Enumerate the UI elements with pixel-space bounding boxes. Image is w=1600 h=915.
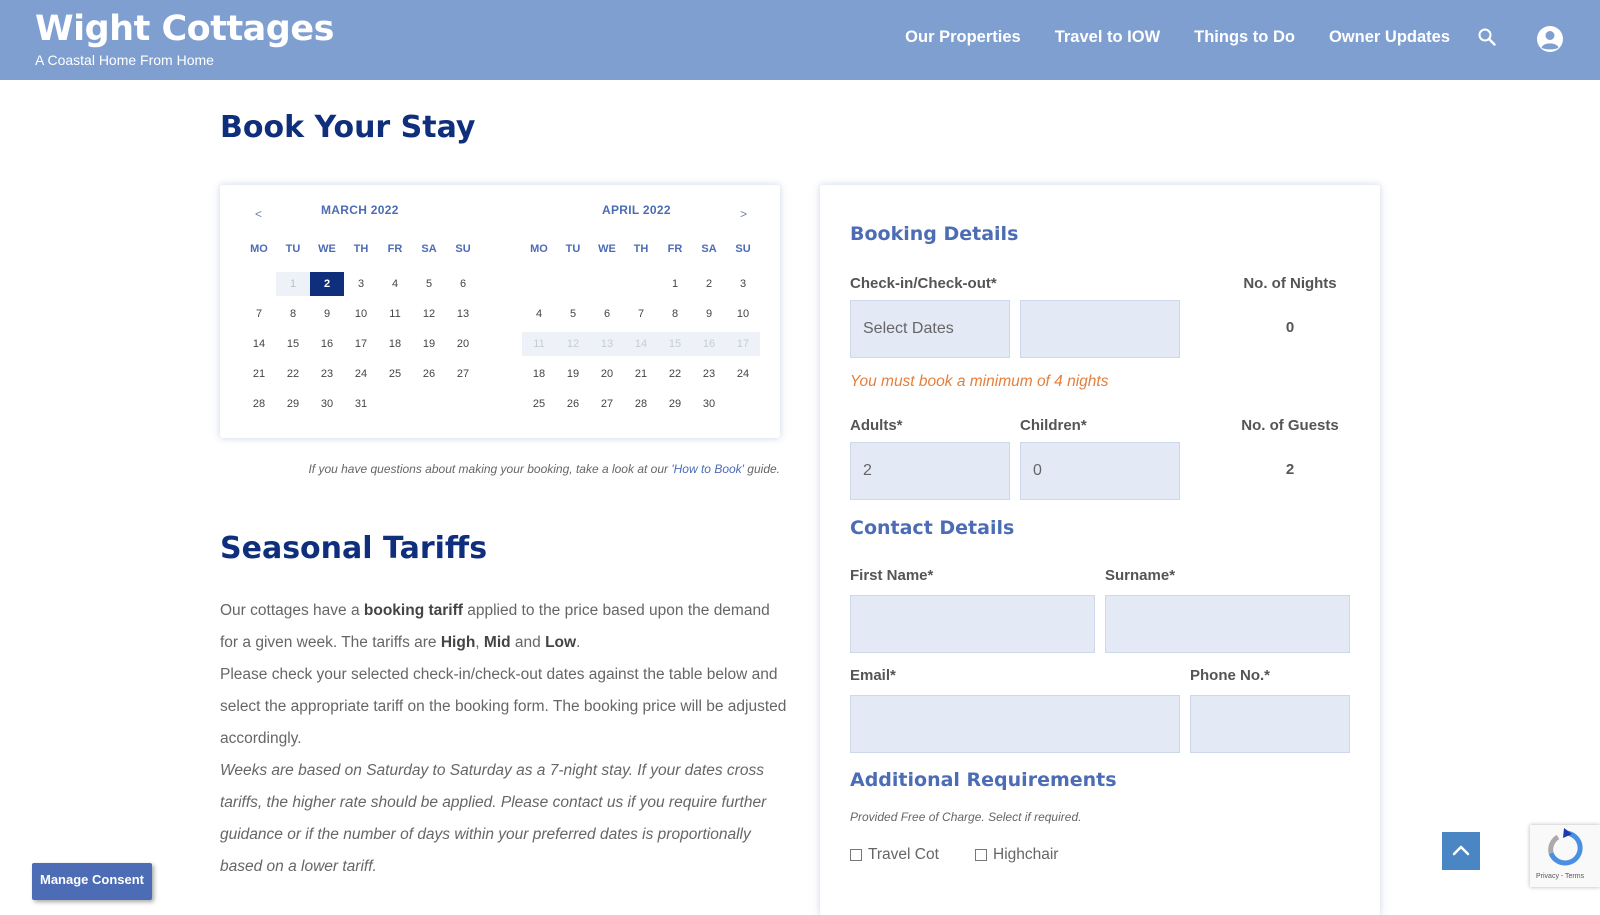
calendar-day[interactable]: 30: [702, 398, 716, 410]
calendar-day[interactable]: 29: [286, 398, 300, 410]
date-picker-calendar: [220, 185, 780, 438]
chevron-right-icon[interactable]: >: [740, 207, 748, 221]
calendar-day[interactable]: 20: [600, 368, 614, 380]
month-grid-march: [242, 242, 480, 422]
scroll-to-top-button[interactable]: [1442, 832, 1480, 870]
calendar-day: 15: [658, 332, 692, 356]
search-icon[interactable]: [1477, 27, 1497, 47]
phone-input[interactable]: [1190, 695, 1350, 753]
seasonal-tariffs-heading: Seasonal Tariffs: [220, 531, 488, 566]
month-title-march: MARCH 2022: [321, 203, 399, 217]
travel-cot-checkbox[interactable]: [850, 846, 939, 864]
weekday-header: SU: [735, 243, 751, 255]
calendar-day[interactable]: 30: [320, 398, 334, 410]
weekday-header: TU: [285, 243, 301, 255]
children-input[interactable]: 0: [1020, 442, 1180, 500]
calendar-day: 14: [624, 332, 658, 356]
calendar-empty-cell: [378, 392, 412, 416]
month-title-april: APRIL 2022: [602, 203, 671, 217]
note-text: If you have questions about making your booking, take a look at our: [308, 462, 672, 476]
site-tagline: A Coastal Home From Home: [35, 52, 214, 68]
calendar-day[interactable]: 3: [739, 278, 747, 290]
brand[interactable]: [35, 8, 334, 68]
additional-requirements-note: Provided Free of Charge. Select if required.: [850, 810, 1082, 824]
calendar-day[interactable]: 27: [600, 398, 614, 410]
calendar-day[interactable]: 15: [286, 338, 300, 350]
recaptcha-links[interactable]: Privacy - Terms: [1536, 873, 1585, 880]
calendar-day[interactable]: 6: [603, 308, 611, 320]
calendar-day[interactable]: 4: [391, 278, 399, 290]
main-nav: [905, 28, 1450, 47]
recaptcha-icon: [1530, 825, 1600, 873]
calendar-empty-cell: [242, 272, 276, 296]
checkbox-box[interactable]: [975, 849, 987, 861]
additional-requirements-title: Additional Requirements: [850, 769, 1117, 791]
note-text-end: guide.: [743, 462, 780, 476]
nav-travel-to-iow[interactable]: Travel to IOW: [1054, 28, 1161, 46]
calendar-day[interactable]: 7: [255, 308, 263, 320]
adults-input[interactable]: 2: [850, 442, 1010, 500]
checkin-date-input[interactable]: Select Dates: [850, 300, 1010, 358]
calendar-day: 13: [590, 332, 624, 356]
calendar-day[interactable]: 18: [532, 368, 546, 380]
calendar-day[interactable]: 26: [422, 368, 436, 380]
calendar-day[interactable]: 8: [289, 308, 297, 320]
highchair-label[interactable]: Highchair: [993, 846, 1059, 863]
calendar-day: 11: [522, 332, 556, 356]
calendar-day[interactable]: 25: [532, 398, 546, 410]
manage-consent-button[interactable]: Manage Consent: [32, 863, 152, 900]
weekday-header: SA: [421, 243, 437, 255]
calendar-day[interactable]: 23: [702, 368, 716, 380]
calendar-day[interactable]: 27: [456, 368, 470, 380]
checkbox-box[interactable]: [850, 849, 862, 861]
chevron-up-icon: [1442, 832, 1480, 870]
calendar-day[interactable]: 22: [286, 368, 300, 380]
calendar-day[interactable]: 14: [252, 338, 266, 350]
guests-label: No. of Guests: [1241, 417, 1339, 434]
email-input[interactable]: [850, 695, 1180, 753]
calendar-day[interactable]: 8: [671, 308, 679, 320]
calendar-day[interactable]: 13: [456, 308, 470, 320]
calendar-empty-cell: [412, 392, 446, 416]
weekday-header: MO: [530, 243, 548, 255]
weekday-header: TH: [353, 243, 369, 255]
calendar-day[interactable]: 17: [354, 338, 368, 350]
tariff-paragraph-2: Please check your selected check-in/check-out dates against the table below and select the appropriate tariff on the booking form. The booking price will be adjusted accordingly.: [220, 666, 787, 747]
calendar-empty-cell: [624, 272, 658, 296]
first-name-label: First Name*: [850, 567, 934, 584]
weekday-header: FR: [667, 243, 683, 255]
contact-details-title: Contact Details: [850, 517, 1015, 539]
calendar-day[interactable]: 28: [634, 398, 648, 410]
calendar-empty-cell: [590, 272, 624, 296]
calendar-day[interactable]: 9: [323, 308, 331, 320]
nights-value: 0: [1285, 319, 1295, 336]
calendar-day[interactable]: 16: [320, 338, 334, 350]
month-grid-april: [522, 242, 760, 422]
how-to-book-link[interactable]: 'How to Book': [671, 462, 744, 476]
highchair-checkbox[interactable]: [975, 846, 1058, 864]
calendar-day-selected[interactable]: 2: [310, 272, 344, 296]
chevron-left-icon[interactable]: <: [255, 207, 263, 221]
recaptcha-badge[interactable]: [1530, 825, 1600, 887]
site-title[interactable]: Wight Cottages: [35, 9, 334, 49]
calendar-empty-cell: [556, 272, 590, 296]
weekday-header: TU: [565, 243, 581, 255]
children-label: Children*: [1020, 417, 1087, 434]
calendar-day[interactable]: 24: [736, 368, 750, 380]
calendar-day: 12: [556, 332, 590, 356]
nav-things-to-do[interactable]: Things to Do: [1194, 28, 1295, 46]
how-to-book-note: [220, 462, 780, 476]
weekday-header: WE: [318, 243, 336, 255]
calendar-day[interactable]: 23: [320, 368, 334, 380]
tariff-paragraph-3: Weeks are based on Saturday to Saturday as a 7-night stay. If your dates cross tariffs, the higher rate should be applied. Please contact us if you require further guidance or if the number of days within your preferred dates is proportionally based on a lower tariff.: [220, 762, 767, 875]
booking-details-title: Booking Details: [850, 223, 1019, 245]
calendar-day[interactable]: 20: [456, 338, 470, 350]
phone-label: Phone No.*: [1190, 667, 1271, 684]
guests-value: 2: [1285, 461, 1295, 478]
calendar-day[interactable]: 2: [705, 278, 713, 290]
calendar-day: 16: [692, 332, 726, 356]
user-account-icon[interactable]: [1536, 25, 1564, 53]
calendar-day[interactable]: 25: [388, 368, 402, 380]
calendar-empty-cell: [522, 272, 556, 296]
nights-label: No. of Nights: [1243, 275, 1337, 292]
calendar-day[interactable]: 5: [569, 308, 577, 320]
first-name-input[interactable]: [850, 595, 1095, 653]
calendar-empty-cell: [446, 392, 480, 416]
site-header: [0, 0, 1600, 80]
booking-form-card: [820, 185, 1380, 915]
calendar-day[interactable]: 19: [566, 368, 580, 380]
calendar-day[interactable]: 24: [354, 368, 368, 380]
calendar-day[interactable]: 7: [637, 308, 645, 320]
calendar-day[interactable]: 19: [422, 338, 436, 350]
book-your-stay-heading: Book Your Stay: [220, 110, 476, 145]
nav-our-properties[interactable]: Our Properties: [905, 28, 1021, 46]
calendar-day[interactable]: 4: [535, 308, 543, 320]
email-label: Email*: [850, 667, 896, 684]
calendar-day[interactable]: 28: [252, 398, 266, 410]
calendar-day[interactable]: 10: [736, 308, 750, 320]
minimum-nights-warning: You must book a minimum of 4 nights: [850, 373, 1109, 390]
calendar-day[interactable]: 26: [566, 398, 580, 410]
calendar-day[interactable]: 6: [459, 278, 467, 290]
calendar-day[interactable]: 9: [705, 308, 713, 320]
calendar-day[interactable]: 31: [354, 398, 368, 410]
surname-input[interactable]: [1105, 595, 1350, 653]
weekday-header: SA: [701, 243, 717, 255]
calendar-day[interactable]: 5: [425, 278, 433, 290]
weekday-header: TH: [633, 243, 649, 255]
adults-label: Adults*: [850, 417, 903, 434]
calendar-day[interactable]: 18: [388, 338, 402, 350]
calendar-day[interactable]: 21: [634, 368, 648, 380]
checkout-date-input[interactable]: [1020, 300, 1180, 358]
tariff-paragraph-1: Our cottages have a booking tariff applied to the price based upon the demand for a given week. The tariffs are High, Mid and Low.: [220, 602, 770, 651]
calendar-day[interactable]: 11: [389, 308, 401, 320]
calendar-empty-cell: [726, 392, 760, 416]
nav-owner-updates[interactable]: Owner Updates: [1328, 28, 1450, 46]
weekday-header: MO: [250, 243, 268, 255]
weekday-header: WE: [598, 243, 616, 255]
seasonal-tariffs-text: [220, 595, 790, 883]
calendar-day[interactable]: 10: [354, 308, 368, 320]
calendar-day[interactable]: 22: [668, 368, 682, 380]
calendar-day[interactable]: 29: [668, 398, 682, 410]
calendar-day[interactable]: 3: [357, 278, 365, 290]
travel-cot-label[interactable]: Travel Cot: [868, 846, 939, 863]
calendar-day: 1: [276, 272, 310, 296]
checkin-checkout-label: Check-in/Check-out*: [850, 275, 997, 292]
calendar-day[interactable]: 21: [252, 368, 266, 380]
surname-label: Surname*: [1105, 567, 1176, 584]
calendar-day: 17: [726, 332, 760, 356]
calendar-day[interactable]: 12: [422, 308, 436, 320]
weekday-header: SU: [455, 243, 471, 255]
weekday-header: FR: [387, 243, 403, 255]
calendar-day[interactable]: 1: [671, 278, 679, 290]
